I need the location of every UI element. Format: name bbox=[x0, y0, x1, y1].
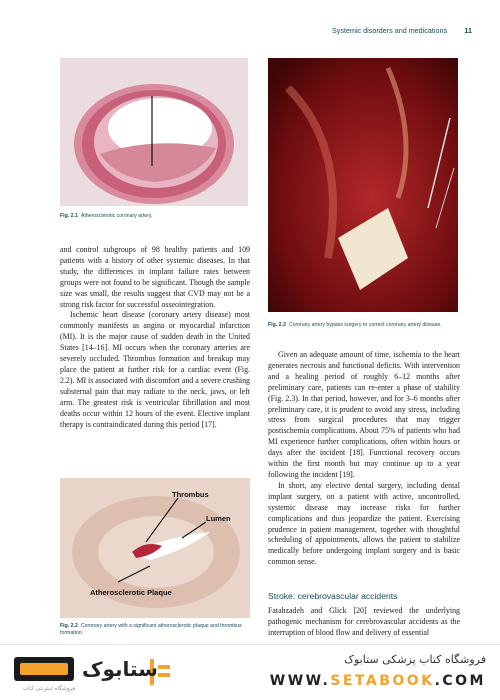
right-paragraph: In short, any elective dental surgery, including dental implant surgery, on a patient with active, uncontrolled, systemic disease may increase risks for further complications and thus jeopardize the patient. Exercising prudence in patient management, together with thoughtful scheduling of appointments, allows the patient to stabilize medically before undergoing implant surgery and is basic common sense. bbox=[268, 480, 460, 567]
annotation-plaque: Atherosclerotic Plaque bbox=[90, 588, 172, 597]
figure-2-3-caption bbox=[268, 322, 468, 329]
stroke-paragraph-text: Fatahzadeh and Glick [20] reviewed the underlying pathogenic mechanism for cerebrovascular accidents as the interruption of blood flow and delivery of essential bbox=[268, 606, 460, 637]
figure-2-1-caption-text: Atherosclerotic coronary artery. bbox=[80, 213, 153, 219]
figure-2-2-caption bbox=[60, 623, 254, 637]
annotation-thrombus: Thrombus bbox=[172, 490, 209, 499]
annotation-lumen: Lumen bbox=[206, 514, 231, 523]
store-name: فروشگاه کتاب پزشکی ستابوک bbox=[344, 653, 486, 666]
figure-2-1-image bbox=[60, 58, 248, 206]
left-paragraph: Ischemic heart disease (coronary artery disease) most commonly manifests as angina or myocardial infarction (MI). It is the major cause of sudden death in the United States [14–16]. MI occurs when the coronary arteries are severely occluded. Thrombus formation and breakup may place the patient at further risk for a cardiac event (Fig. 2.2). MI is associated with discomfort and a severe crushing substernal pain that may radiate to the neck, jaws, or left arm. The greatest risk is ventricular fibrillation and most deaths occur within 12 hours of the event. Elective implant therapy is contraindicated during this period [17]. bbox=[60, 310, 250, 429]
figure-2-3-caption-text: Coronary artery bypass surgery to correct coronary artery disease. bbox=[288, 322, 442, 328]
header-section-title: Systemic disorders and medications bbox=[332, 26, 448, 35]
figure-2-1-label: Fig. 2.1 bbox=[60, 213, 78, 219]
left-paragraph: and control subgroups of 98 healthy patients and 109 patients with a history of other systemic diseases. In that study, the differences in implant failure rates between groups were not found to be significant. Though the sample size was small, the results suggest that CVD may not be a strong risk factor for successful osseointegration. bbox=[60, 245, 250, 309]
figure-2-2-label: Fig. 2.2 bbox=[60, 623, 78, 629]
running-header bbox=[332, 26, 472, 40]
page-number: 11 bbox=[464, 26, 472, 35]
figure-2-2-image bbox=[60, 478, 250, 618]
logo-tagline: فروشگاه اینترنتی کتاب bbox=[22, 686, 76, 692]
url-suffix: .COM bbox=[434, 673, 486, 689]
left-column-text bbox=[60, 245, 250, 430]
stroke-paragraph bbox=[268, 606, 460, 644]
url-brand: SETABOOK bbox=[330, 673, 435, 689]
figure-2-2-caption-text: Coronary artery with a significant atherosclerotic plaque and thrombus formation. bbox=[60, 623, 242, 636]
right-paragraph: Given an adequate amount of time, ischemia to the heart generates necrosis and functional deficits. With intervention and a healing period of roughly 6–12 months after preliminary care, patients can re-enter a phase of stability (Fig. 2.3). In that period, however, and for 3–6 months after preliminary care, it is prudent to avoid any stress, including stress from surgical procedures that may trigger postischemia complications. About 75% of patients who had MI experience further complications, often within hours or days after the incident [18]. Functional recovery occurs within the first month but may continue up to a year following the incident [19]. bbox=[268, 350, 460, 479]
setabook-logo[interactable] bbox=[10, 653, 180, 695]
section-heading-stroke: Stroke: cerebrovascular accidents bbox=[268, 591, 398, 601]
figure-2-1-caption bbox=[60, 213, 248, 220]
store-url[interactable] bbox=[270, 673, 486, 689]
publisher-footer bbox=[0, 644, 500, 700]
url-prefix: WWW. bbox=[269, 673, 331, 689]
right-column-text bbox=[268, 350, 460, 568]
figure-2-3-label: Fig. 2.3 bbox=[268, 322, 286, 328]
logo-text: ستابوک bbox=[82, 657, 158, 681]
figure-2-3-image bbox=[268, 58, 458, 312]
